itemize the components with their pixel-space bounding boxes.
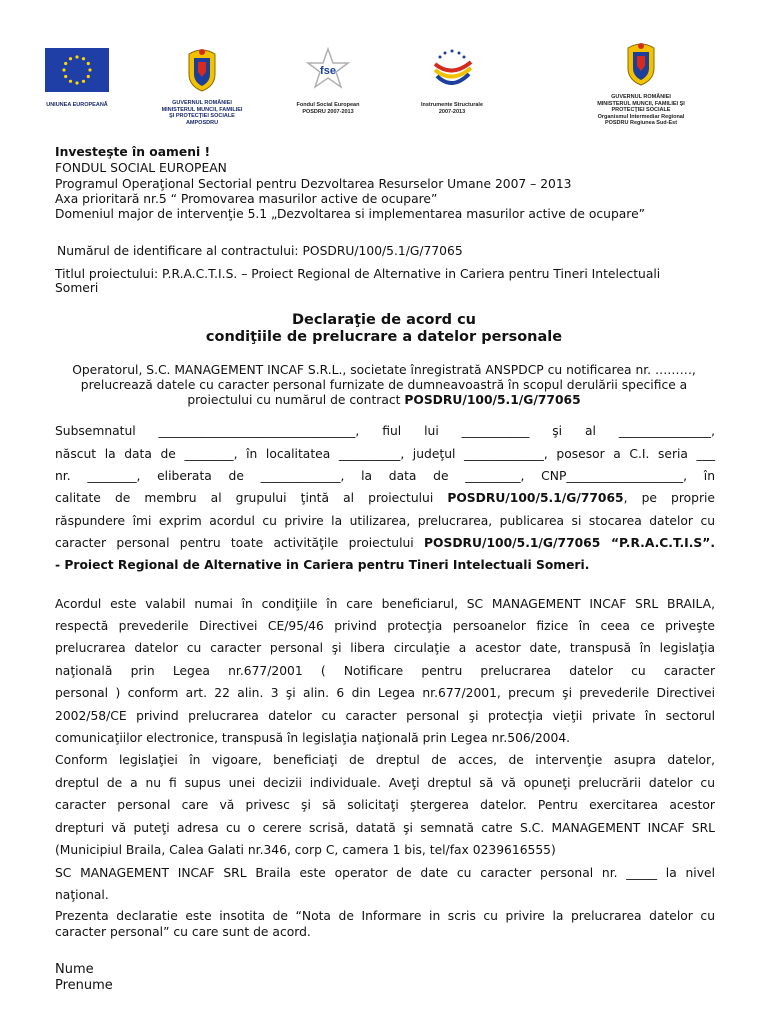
caption-line: Instrumente Structurale [420,102,484,108]
para1-line: Acordul este valabil numai în condiţiile în care beneficiarul, SC MANAGEMENT INCAF SRL BRAILA, [55,597,715,611]
contract-code: POSDRU/100/5.1/G/77065 [447,491,624,505]
form-line [55,536,715,551]
para1-line: naţională prin Legea nr.677/2001 ( Notificare pentru prelucrarea datelor cu caracter [55,664,715,678]
caption-line: POSDRU Regiunea Sud-Est [604,120,678,126]
form-text: , pe proprie [623,491,716,505]
caption-line: PROTECŢIEI SOCIALE [611,107,671,113]
caption-line: GUVERNUL ROMÂNIEI [611,94,671,100]
para3-line: naţional. [55,888,109,902]
para2-line: Conform legislaţiei în vigoare, beneficiaţi de dreptul de acces, de intervenţie asupra datelor, [55,753,715,767]
para1-line: respectă prevederile Directivei CE/95/46 privind protecţia persoanelor fizice în ceea ce priveşte [55,619,715,633]
caption-line: 2007-2013 [438,108,466,115]
form-text: calitate de membru al grupului ţintă al proiectului [55,491,448,505]
para2-line: caracter personal care vă privesc şi să solicitaţi ştergerea datelor. Pentru exercitarea acestor [55,798,715,812]
caption-line: POSDRU 2007-2013 [302,108,354,115]
operator-text: proiectului cu numărul de contract [187,393,405,407]
contract-code: POSDRU/100/5.1/G/77065 “P.R.A.C.T.I.S”. [424,536,716,550]
header-line: FONDUL SOCIAL EUROPEAN [55,161,227,175]
form-line: - Proiect Regional de Alternative in Cariera pentru Tineri Intelectuali Someri. [55,558,590,572]
contract-number: Numărul de identificare al contractului: POSDRU/100/5.1/G/77065 [57,244,463,258]
fse-mark-text: fse [320,65,336,77]
gov-caption-1 [150,100,254,126]
header-line: Programul Operaţional Sectorial pentru Dezvoltarea Resurselor Umane 2007 – 2013 [55,177,572,191]
form-text: caracter personal pentru toate activităţile proiectului [55,536,425,550]
para3-line: SC MANAGEMENT INCAF SRL Braila este operator de date cu caracter personal nr. _____ la nivel [55,866,715,880]
para4-line: Prezenta declaratie este insotita de “Nota de Informare in scris cu privire la prelucrarea datelor cu [55,909,715,923]
caption-line: Organismul Intermediar Regional [597,113,685,120]
project-title: Someri [55,281,99,295]
caption-line: Fondul Social European [296,102,360,108]
para2-line: dreptul de a nu fi supus unei decizii individuale. Aveţi dreptul să vă opuneţi prelucrării datelor cu [55,776,715,790]
coat-of-arms-icon [624,40,658,86]
para1-line: comunicaţiilor electronice, transpusă în legislaţia naţională prin Legea nr.506/2004. [55,731,571,745]
logo-strip [0,0,768,140]
structural-instruments-icon [427,46,477,92]
para1-line: prelucrarea datelor cu caracter personal şi libera circulaţie a acestor date, transpusă în legislaţia [55,641,715,655]
operator-line [0,393,768,408]
fse-star-icon [305,46,351,92]
operator-line: Operatorul, S.C. MANAGEMENT INCAF S.R.L., societate înregistrată ANSPDCP cu notificarea nr. ………, [72,363,696,377]
para2-line: drepturi vă puteţi adresa cu o cerere scrisă, datată şi semnată catre S.C. MANAGEMENT INCAF SRL [55,821,715,835]
form-line: răspundere îmi exprim acordul cu privire la utilizarea, prelucrarea, publicarea si stocarea datelor cu [55,514,715,528]
caption-line: MINISTERUL MUNCII, FAMILIEI ŞI [597,100,685,107]
para4-line: caracter personal” cu care sunt de acord. [55,925,311,939]
caption-line: ŞI PROTECŢIEI SOCIALE [169,113,235,119]
eu-flag-icon [45,48,109,92]
form-line [55,491,715,506]
project-title: Titlul proiectului: P.R.A.C.T.I.S. – Proiect Regional de Alternative in Cariera pentru Tineri Intelectuali [55,267,661,281]
gov-caption-2 [586,94,696,127]
name-label: Nume [55,962,94,977]
para1-line: personal ) conform art. 22 alin. 3 şi alin. 6 din Legea nr.677/2001, precum şi prevederile Directivei [55,686,715,700]
doc-title: condiţiile de prelucrare a datelor personale [205,329,563,345]
doc-title: Declaraţie de acord cu [291,312,477,328]
caption-line: GUVERNUL ROMÂNIEI [172,100,232,106]
eu-logo [35,48,119,109]
contract-code: POSDRU/100/5.1/G/77065 [404,393,581,407]
fse-logo [280,46,376,115]
fse-caption [280,102,376,115]
para1-line: 2002/58/CE privind prelucrarea datelor cu caracter personal şi protecţia vieţii private în sectorul [55,709,715,723]
header-line: Axa prioritară nr.5 “ Promovarea masurilor active de ocupare” [55,192,438,206]
eu-caption: UNIUNEA EUROPEANĂ [46,102,108,108]
form-line: nr. ________, eliberata de _____________, la data de _________, CNP___________________, în [55,469,715,483]
header-line: Domeniul major de intervenţie 5.1 „Dezvoltarea si implementarea masurilor active de ocupare” [55,207,646,221]
surname-label: Prenume [55,978,113,993]
is-caption [404,102,500,115]
is-logo [404,46,500,115]
slogan: Investeşte în oameni ! [55,145,211,159]
gov-logo-1 [150,46,254,126]
operator-line: prelucrează datele cu caracter personal furnizate de dumneavoastră în scopul derulării specifice a [80,378,688,392]
caption-line: AMPOSDRU [185,119,219,126]
form-line: născut la data de ________, în localitatea __________, judeţul _____________, posesor a C.I. seria ___ [55,447,715,461]
gov-logo-2 [586,40,696,127]
form-line: Subsemnatul ________________________________, fiul lui ___________ şi al _______________, [55,424,715,438]
caption-line: MINISTERUL MUNCII, FAMILIEI [161,106,243,113]
para2-line: (Municipiul Braila, Calea Galati nr.346, corp C, camera 1 bis, tel/fax 0239616555) [55,843,556,857]
coat-of-arms-icon [185,46,219,92]
